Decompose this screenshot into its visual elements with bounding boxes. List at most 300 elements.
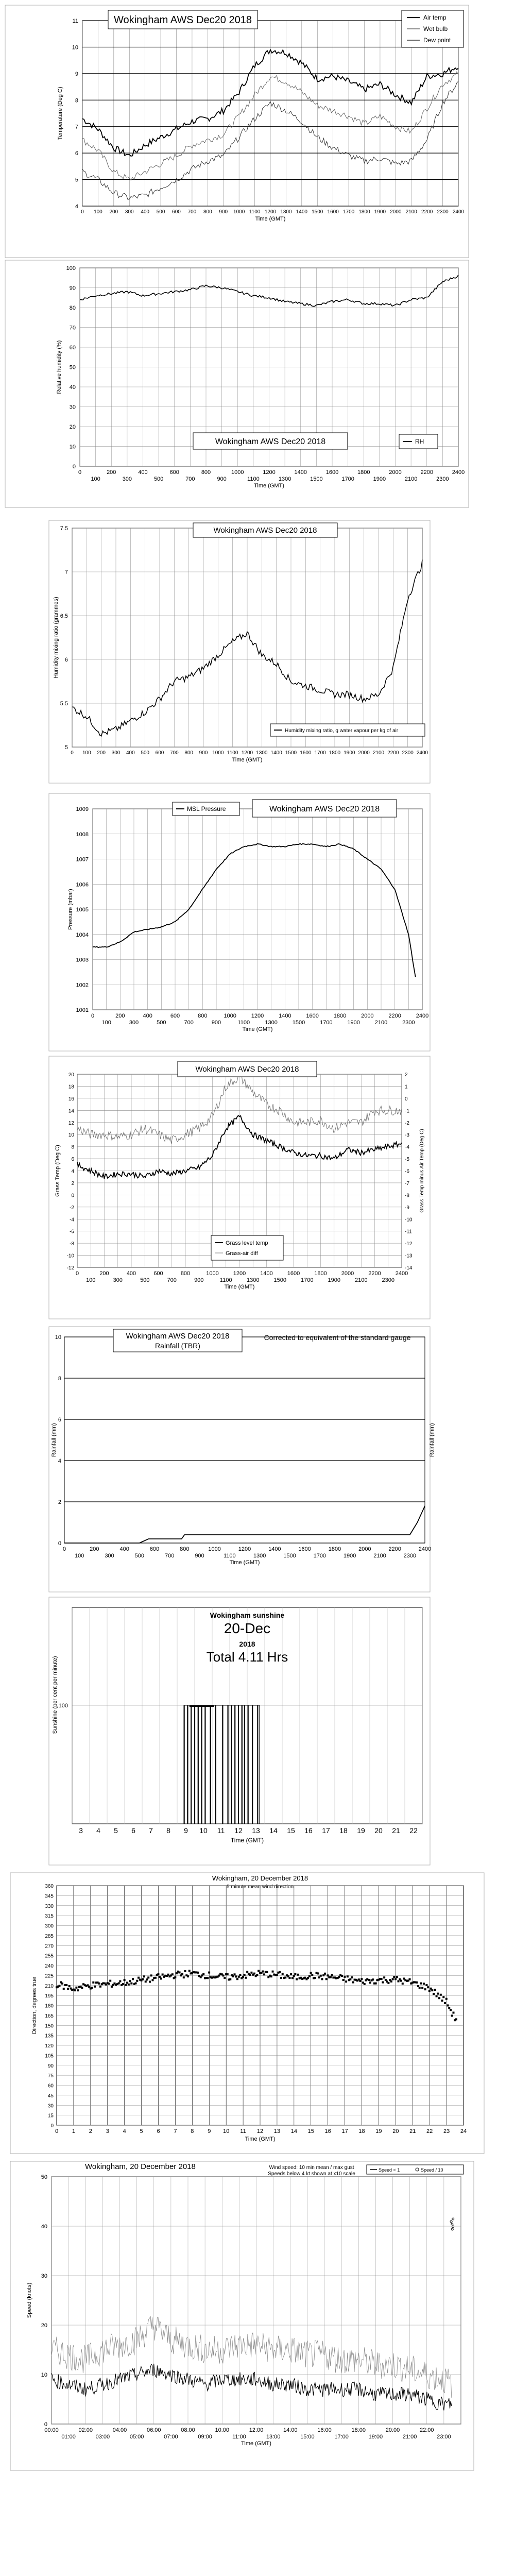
x-tick-label: 400 [143,1013,152,1019]
x-tick-label: 900 [211,1020,221,1026]
x-tick-label: 1600 [325,469,339,476]
y-axis-label: Rainfall (mm) [51,1423,57,1457]
x-tick-label: 1800 [333,1013,347,1019]
y-tick-label: 100 [66,265,76,272]
y-tick-label: 4 [75,204,78,210]
y-tick-label: 40 [41,2224,47,2230]
x-tick-label: 17 [322,1826,330,1835]
x-tick-label: 200 [99,1270,109,1277]
x-tick-label: 400 [119,1546,129,1552]
humidity-chart [56,265,465,489]
y-tick-label: 165 [45,2013,54,2019]
x-tick-label: 8 [166,1826,170,1835]
x-tick-label: 9 [184,1826,188,1835]
x-tick-label: 800 [198,1013,208,1019]
y-tick-label: 120 [45,2043,54,2049]
sunshine-cap [190,1705,214,1707]
x-tick-label: 20 [374,1826,383,1835]
direction-point [294,1973,296,1975]
x-tick-label: 0 [81,209,84,215]
direction-point [81,1987,83,1989]
direction-point [360,1978,363,1980]
x-tick-label: 6 [157,2128,160,2134]
x-tick-label: 20:00 [385,2427,400,2433]
y-tick-label: 40 [69,384,76,391]
direction-point [143,1975,145,1977]
y-tick-label: -4 [70,1217,74,1223]
y-tick-label: 6.5 [60,613,68,619]
x-tick-label: 1500 [292,1020,305,1026]
y-tick-label: 30 [47,2103,54,2109]
direction-point [157,1973,159,1975]
y-tick-label: 4 [58,1458,61,1464]
x-tick-label: 22 [426,2128,433,2134]
direction-point [118,1982,120,1985]
x-tick-label: 1800 [358,209,370,215]
y-tick-label: 16 [68,1096,74,1102]
x-tick-label: 2000 [358,1546,371,1552]
x-tick-label: 1400 [260,1270,273,1277]
x-tick-label: 2100 [404,476,418,482]
direction-point [263,1973,265,1975]
x-tick-label: 1700 [320,1020,333,1026]
x-tick-label: 2100 [372,750,385,756]
y-tick-label: 5.5 [60,701,68,707]
direction-point [290,1973,292,1975]
x-tick-label: 800 [180,1546,190,1552]
legend-label: Speed / 10 [421,2167,443,2173]
direction-point [174,1976,176,1978]
x-tick-label: 19 [375,2128,382,2134]
x-axis-label: Time (GMT) [245,2136,276,2142]
x-tick-label: 18 [339,1826,348,1835]
x-tick-label: 23 [443,2128,450,2134]
x-axis-label: Time (GMT) [232,757,263,763]
direction-point [142,1978,144,1980]
x-tick-label: 15 [287,1826,295,1835]
x-tick-label: 200 [90,1546,99,1552]
x-tick-label: 6 [131,1826,135,1835]
y-tick-label: 1002 [76,982,89,989]
direction-point [253,1973,255,1975]
y2-tick-label: -1 [405,1108,409,1114]
y-tick-label: 10 [55,1334,61,1341]
direction-point [359,1980,362,1982]
x-tick-label: 700 [185,476,195,482]
x-tick-label: 1700 [313,1553,327,1559]
y-tick-label: 225 [45,1973,54,1979]
direction-point [382,1981,384,1984]
direction-point [440,1994,442,1996]
y-tick-label: 330 [45,1903,54,1909]
direction-point [441,1999,443,2002]
direction-point [98,1982,100,1985]
direction-point [341,1975,343,1977]
x-tick-label: 18:00 [351,2427,366,2433]
x-tick-label: 1300 [280,209,292,215]
legend-label: Dew point [423,37,451,44]
x-tick-label: 300 [105,1553,114,1559]
direction-point [344,1976,346,1978]
chart-title: Wokingham, 20 December 2018 [212,1874,308,1882]
y-axis-label: Relative humidity (%) [56,340,62,394]
x-tick-label: 0 [75,1270,79,1277]
direction-point [381,1978,383,1980]
direction-point [74,1989,76,1991]
rainfall-chart [51,1329,435,1566]
direction-point [320,1975,322,1977]
x-axis-label: Time (GMT) [255,216,286,222]
x-tick-label: 900 [219,209,228,215]
y-tick-label: 60 [47,2083,54,2089]
x-tick-label: 2200 [387,750,399,756]
y-tick-label: 300 [45,1923,54,1929]
x-tick-label: 21 [392,1826,400,1835]
y-tick-label: 360 [45,1884,54,1889]
x-tick-label: 11 [217,1826,225,1835]
x-tick-label: 900 [217,476,227,482]
chart-title: Wokingham AWS Dec20 2018 [213,526,317,535]
x-tick-label: 1600 [287,1270,300,1277]
direction-point [364,1983,366,1985]
x-tick-label: 400 [141,209,150,215]
x-tick-label: 500 [134,1553,145,1559]
y-tick-label: 45 [47,2093,54,2099]
x-tick-label: 1600 [298,1546,311,1552]
x-tick-label: 17 [341,2128,348,2134]
direction-point [75,1987,77,1989]
x-tick-label: 1100 [249,209,261,215]
x-tick-label: 01:00 [61,2434,76,2440]
direction-point [338,1976,340,1978]
y-tick-label: 5 [64,744,68,751]
direction-point [145,1980,147,1982]
direction-point [400,1980,402,1982]
y-tick-label: -2 [70,1205,74,1211]
x-tick-label: 1300 [265,1020,278,1026]
x-tick-label: 0 [91,1013,95,1019]
direction-point [154,1977,157,1979]
x-tick-label: 4 [123,2128,126,2134]
direction-point [111,1986,113,1988]
x-tick-label: 18 [358,2128,365,2134]
direction-point [369,1981,371,1984]
direction-point [352,1981,354,1984]
chart-note: Wind speed: 10 min mean / max gust [269,2165,354,2171]
y-tick-label: 2 [58,1499,61,1505]
x-tick-label: 5 [140,2128,143,2134]
direction-point [394,1978,397,1980]
x-tick-label: 200 [107,469,116,476]
y2-tick-label: -7 [405,1180,409,1187]
x-tick-label: 15:00 [300,2434,315,2440]
direction-point [160,1977,162,1979]
x-tick-label: 0 [55,2128,59,2134]
y-axis-label: Pressure (mbar) [67,889,74,930]
direction-point [233,1973,235,1975]
x-tick-label: 07:00 [164,2434,178,2440]
x-tick-label: 2200 [421,209,433,215]
direction-point [149,1981,151,1983]
direction-point [425,1984,427,1986]
y-tick-label: 10 [68,1132,74,1139]
direction-point [146,1978,148,1980]
y-tick-label: 15 [47,2113,54,2119]
x-tick-label: 1900 [328,1277,340,1283]
x-tick-label: 2000 [341,1270,354,1277]
x-tick-label: 5 [114,1826,118,1835]
x-tick-label: 8 [191,2128,194,2134]
direction-point [246,1971,248,1973]
y2-tick-label: -4 [405,1144,409,1150]
direction-point [235,1976,237,1978]
y2-tick-label: -8 [405,1193,409,1199]
direction-point [132,1978,134,1980]
direction-point [236,1978,238,1980]
x-tick-label: 900 [199,750,208,756]
x-tick-label: 1700 [301,1277,314,1283]
y-tick-label: 8 [58,1376,61,1382]
direction-point [419,1987,421,1989]
y2-tick-label: -6 [405,1168,409,1175]
chart-note: Corrected to equivalent of the standard gauge [264,1333,411,1342]
x-tick-label: 300 [122,476,132,482]
x-tick-label: 1500 [312,209,323,215]
x-tick-label: 2200 [420,469,433,476]
x-tick-label: 800 [201,469,211,476]
x-tick-label: 13:00 [266,2434,281,2440]
x-tick-label: 04:00 [112,2427,127,2433]
x-tick-label: 2100 [374,1020,388,1026]
y-tick-label: 1006 [76,882,89,888]
chart-title: Wokingham AWS Dec20 2018 [215,437,326,446]
y-tick-label: 1003 [76,957,89,963]
y-tick-label: 0 [72,464,76,470]
x-tick-label: 13 [252,1826,260,1835]
y2-tick-label: -11 [405,1229,412,1235]
direction-point [179,1971,181,1973]
y-tick-label: -6 [70,1229,74,1235]
direction-point [372,1978,374,1980]
direction-point [314,1977,316,1979]
y-tick-label: 7 [75,124,78,130]
x-tick-label: 16 [324,2128,331,2134]
direction-point [138,1977,140,1979]
direction-point [67,1988,69,1990]
direction-point [128,1984,130,1986]
direction-point [321,1978,323,1980]
direction-point [427,1986,429,1988]
x-tick-label: 1200 [238,1546,251,1552]
direction-point [436,1995,438,1997]
direction-point [61,1982,63,1985]
y-axis-label: Grass Temp (Deg C) [55,1145,61,1197]
x-tick-label: 1400 [294,469,307,476]
x-tick-label: 2300 [402,1020,415,1026]
y-tick-label: -8 [70,1241,74,1247]
x-tick-label: 600 [170,1013,180,1019]
y-tick-label: 6 [58,1417,61,1423]
y-tick-label: 4 [71,1168,74,1175]
x-tick-label: 1100 [224,1553,236,1559]
x-tick-label: 100 [74,1553,84,1559]
direction-point [147,1976,149,1978]
direction-point [150,1974,152,1976]
y-tick-label: 14 [68,1108,74,1114]
y-tick-label: 270 [45,1943,54,1950]
x-tick-label: 1500 [283,1553,296,1559]
direction-point [63,1988,65,1990]
y-tick-label: 10 [41,2372,47,2378]
direction-point [396,1976,398,1978]
x-tick-label: 11 [240,2128,246,2134]
direction-point [77,1989,79,1991]
y-tick-label: 150 [45,2023,54,2029]
y-tick-label: 20 [69,424,76,430]
y-tick-label: 70 [69,325,76,331]
y2-tick-label: -13 [405,1253,413,1259]
direction-point [420,1982,422,1985]
direction-point [282,1973,284,1975]
direction-point [136,1980,138,1982]
direction-point [390,1980,392,1982]
x-tick-label: 2400 [418,1546,432,1552]
direction-point [324,1973,326,1975]
x-tick-label: 100 [86,1277,96,1283]
x-tick-label: 3 [79,1826,83,1835]
direction-point [272,1971,274,1973]
x-tick-label: 100 [82,750,91,756]
direction-point [135,1982,137,1985]
direction-point [452,2012,454,2014]
y-tick-label: 6 [64,657,68,663]
direction-point [239,1974,241,1976]
x-tick-label: 1000 [206,1270,219,1277]
direction-point [297,1974,299,1976]
legend-label: Grass-air diff [226,1250,258,1257]
direction-point [351,1976,353,1978]
x-tick-label: 2100 [405,209,417,215]
x-tick-label: 1800 [357,469,370,476]
x-tick-label: 7 [149,1826,153,1835]
legend-label: RH [415,438,424,445]
direction-point [392,1978,394,1980]
x-tick-label: 1900 [347,1020,360,1026]
y-axis-label: Humidity mixing ratio (grammes) [53,597,59,679]
x-tick-label: 500 [153,476,164,482]
chart-title: Wokingham, 20 December 2018 [85,2162,196,2171]
x-tick-label: 1400 [279,1013,291,1019]
x-tick-label: 500 [156,209,165,215]
y-tick-label: 75 [47,2073,54,2079]
x-tick-label: 200 [109,209,118,215]
direction-point [65,1984,67,1986]
x-tick-label: 16 [304,1826,313,1835]
x-tick-label: 800 [203,209,212,215]
x-tick-label: 0 [71,750,74,756]
y2-tick-label: -2 [405,1120,409,1126]
direction-point [256,1974,258,1976]
x-tick-label: 1300 [247,1277,260,1283]
x-tick-label: 1900 [374,209,386,215]
x-tick-label: 700 [164,1553,175,1559]
x-tick-label: 00:00 [44,2427,59,2433]
x-tick-label: 19:00 [368,2434,383,2440]
direction-point [342,1979,345,1981]
direction-point [270,1975,272,1977]
direction-point [181,1973,183,1975]
direction-point [129,1980,131,1982]
y-tick-label: 30 [69,404,76,411]
direction-point [447,2004,449,2006]
direction-point [398,1980,400,1982]
x-tick-label: 300 [111,750,121,756]
direction-point [162,1974,164,1976]
legend-label: Air temp [423,14,447,21]
x-tick-label: 1600 [306,1013,319,1019]
x-tick-label: 600 [153,1270,163,1277]
direction-point [183,1976,185,1978]
direction-point [424,1988,426,1990]
y-tick-label: 100 [58,1703,68,1709]
x-tick-label: 10 [223,2128,230,2134]
y-tick-label: 30 [41,2273,47,2279]
x-axis-label: Time (GMT) [242,1026,273,1032]
y-tick-label: 0 [44,2421,47,2428]
y2-tick-label: -5 [405,1157,409,1163]
x-tick-label: 1000 [208,1546,221,1552]
y-tick-label: 80 [69,305,76,311]
x-tick-label: 1800 [314,1270,327,1277]
x-tick-label: 300 [113,1277,123,1283]
direction-point [293,1975,295,1977]
x-tick-label: 2100 [355,1277,368,1283]
y-tick-label: 50 [41,2174,47,2180]
x-tick-label: 100 [91,476,100,482]
direction-point [58,1985,60,1987]
direction-point [130,1982,132,1985]
x-tick-label: 2400 [395,1270,408,1277]
x-tick-label: 09:00 [198,2434,212,2440]
y2-tick-label: -9 [405,1205,409,1211]
x-tick-label: 1500 [273,1277,286,1283]
x-tick-label: 16:00 [317,2427,332,2433]
direction-point [279,1971,281,1973]
y-tick-label: 10 [72,44,78,51]
x-tick-label: 2200 [388,1546,401,1552]
direction-point [244,1974,246,1976]
direction-point [187,1975,189,1977]
x-tick-label: 1400 [270,750,282,756]
direction-point [171,1973,174,1975]
y-tick-label: 9 [75,71,78,77]
y-tick-label: -10 [66,1253,74,1259]
x-tick-label: 400 [126,1270,136,1277]
direction-point [288,1977,290,1979]
direction-point [280,1977,282,1979]
chart-title: Wokingham sunshine [210,1611,285,1619]
y-tick-label: 195 [45,1993,54,1999]
x-tick-label: 17:00 [334,2434,349,2440]
direction-point [296,1978,298,1980]
direction-point [438,1997,440,1999]
y-tick-label: 0 [71,1193,74,1199]
x-tick-label: 1600 [300,750,312,756]
direction-point [349,1978,351,1980]
x-axis-label: Time (GMT) [230,1837,264,1844]
direction-point [431,1989,433,1991]
direction-point [249,1974,251,1976]
